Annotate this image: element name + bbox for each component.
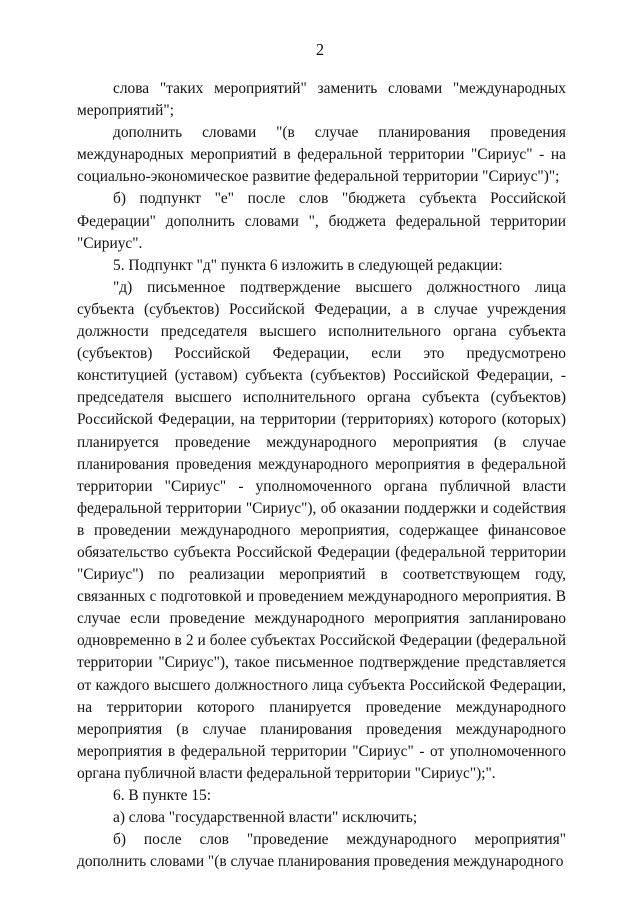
paragraph-1: слова "таких мероприятий" заменить словами "международных мероприятий";	[77, 80, 566, 120]
paragraph-3: б) подпункт "е" после слов "бюджета субъекта Российской Федерации" дополнить словами ", бюджета федеральной территории "Сириус".	[77, 190, 566, 252]
paragraph-4: 5. Подпункт "д" пункта 6 изложить в следующей редакции:	[113, 256, 503, 274]
paragraph-2: дополнить словами "(в случае планирования проведения международных мероприятий в федеральной территории "Сириус" - на социально-экономическое развитие федеральной территории "Сириус")";	[77, 124, 566, 186]
paragraph-5: "д) письменное подтверждение высшего должностного лица субъекта (субъектов) Российской Федерации, а в случае учреждения должности председателя высшего исполнительного органа субъекта (субъектов) Российской Федерации, если это предусмотрено конституцией (уставом) субъекта (субъектов) Российской Федерации, - председателя высшего исполнительного органа субъекта (субъектов) Российской Федерации, на территории (территориях) которого (которых) планируется проведение международного мероприятия (в случае планирования проведения международного мероприятия в федеральной территории "Сириус" - уполномоченного органа публичной власти федеральной территории "Сириус"), об оказании поддержки и содействия в проведении международного мероприятия, содержащее финансовое обязательство субъекта Российской Федерации (федеральной территории "Сириус") по реализации мероприятий в соответствующем году, связанных с подготовкой и проведением международного мероприятия. В случае если проведение международного мероприятия запланировано одновременно в 2 и более субъектах Российской Федерации (федеральной территории "Сириус"), такое письменное подтверждение представляется от каждого высшего должностного лица субъекта Российской Федерации, на территории которого планируется проведение международного мероприятия (в случае планирования проведения международного мероприятия в федеральной территории "Сириус" - от уполномоченного органа публичной власти федеральной территории "Сириус");".	[77, 278, 566, 782]
paragraph-7: а) слова "государственной власти" исключить;	[113, 809, 418, 827]
page-number: 2	[315, 40, 325, 59]
paragraph-6: 6. В пункте 15:	[113, 787, 212, 804]
paragraph-8: б) после слов "проведение международного мероприятия" дополнить словами "(в случае планирования проведения международного	[77, 831, 566, 871]
document-body	[77, 78, 566, 873]
